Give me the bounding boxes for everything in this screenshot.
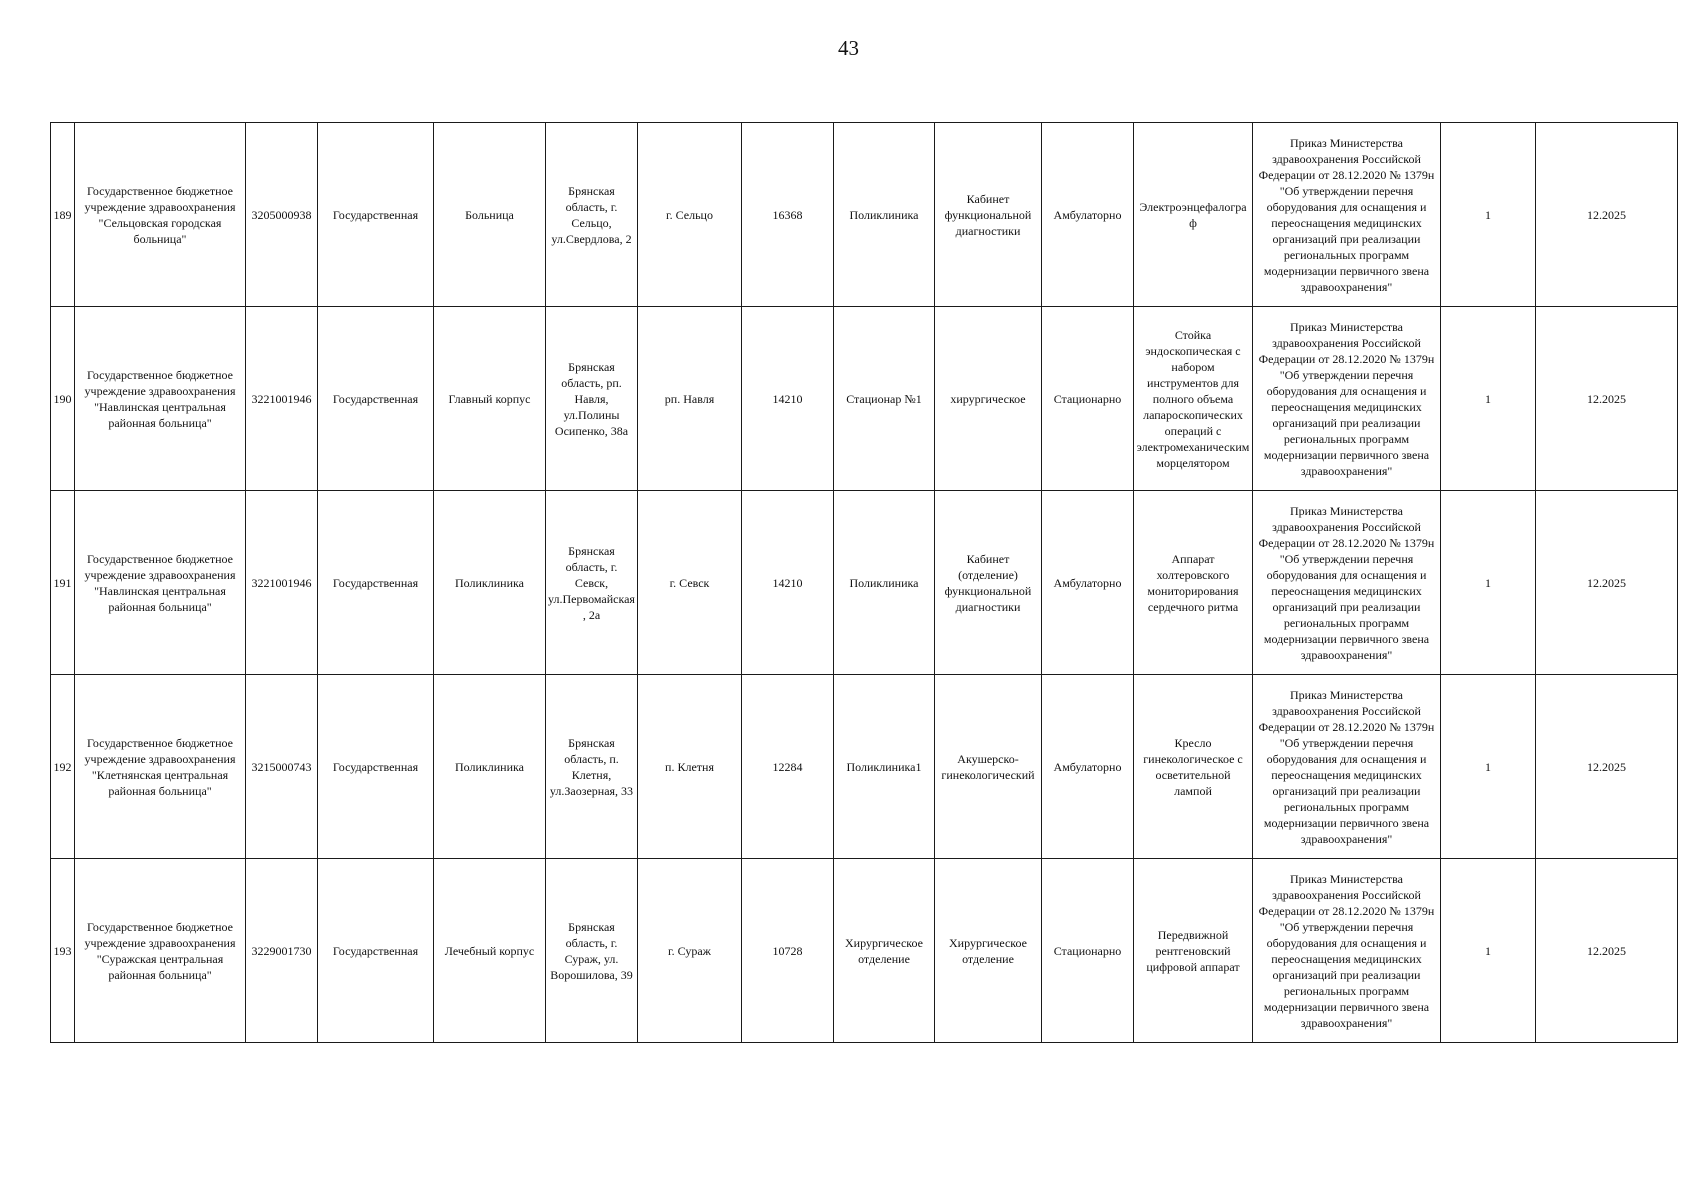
row-number: 191 [51,491,75,675]
address: Брянская область, г. Сельцо, ул.Свердлова, 2 [546,123,638,307]
care-type: Стационарно [1042,307,1134,491]
due-date: 12.2025 [1536,123,1678,307]
building-name: Больница [434,123,546,307]
ownership-form: Государственная [318,307,434,491]
building-name: Лечебный корпус [434,859,546,1043]
institution-name: Государственное бюджетное учреждение здравоохранения "Клетнянская центральная районная больница" [75,675,246,859]
settlement: г. Сураж [638,859,742,1043]
equipment: Стойка эндоскопическая с набором инструментов для полного объема лапароскопических операций с электромеханическим морцелятором [1134,307,1253,491]
unit: Поликлиника [834,491,935,675]
row-number: 193 [51,859,75,1043]
settlement: г. Севск [638,491,742,675]
department: Акушерско-гинекологический [935,675,1042,859]
quantity: 1 [1441,123,1536,307]
population: 12284 [742,675,834,859]
care-type: Амбулаторно [1042,675,1134,859]
inn-code: 3215000743 [246,675,318,859]
care-type: Амбулаторно [1042,123,1134,307]
row-number: 190 [51,307,75,491]
building-name: Поликлиника [434,491,546,675]
page-number: 43 [838,36,859,60]
unit: Поликлиника1 [834,675,935,859]
legal-basis: Приказ Министерства здравоохранения Российской Федерации от 28.12.2020 № 1379н "Об утверждении перечня оборудования для оснащения и переоснащения медицинских организаций при реализации региональных программ модернизации первичного звена здравоохранения" [1253,859,1441,1043]
legal-basis: Приказ Министерства здравоохранения Российской Федерации от 28.12.2020 № 1379н "Об утверждении перечня оборудования для оснащения и переоснащения медицинских организаций при реализации региональных программ модернизации первичного звена здравоохранения" [1253,675,1441,859]
due-date: 12.2025 [1536,491,1678,675]
settlement: г. Сельцо [638,123,742,307]
institution-name: Государственное бюджетное учреждение здравоохранения "Навлинская центральная районная больница" [75,491,246,675]
quantity: 1 [1441,675,1536,859]
department: Кабинет (отделение) функциональной диагностики [935,491,1042,675]
unit: Стационар №1 [834,307,935,491]
ownership-form: Государственная [318,491,434,675]
equipment: Кресло гинекологическое с осветительной лампой [1134,675,1253,859]
building-name: Главный корпус [434,307,546,491]
ownership-form: Государственная [318,123,434,307]
department: Кабинет функциональной диагностики [935,123,1042,307]
settlement: п. Клетня [638,675,742,859]
equipment: Аппарат холтеровского мониторирования сердечного ритма [1134,491,1253,675]
ownership-form: Государственная [318,675,434,859]
care-type: Стационарно [1042,859,1134,1043]
inn-code: 3221001946 [246,307,318,491]
table-row [51,859,1678,1043]
equipment: Электроэнцефалограф [1134,123,1253,307]
population: 10728 [742,859,834,1043]
institution-name: Государственное бюджетное учреждение здравоохранения "Суражская центральная районная больница" [75,859,246,1043]
inn-code: 3205000938 [246,123,318,307]
table-row [51,675,1678,859]
inn-code: 3229001730 [246,859,318,1043]
inn-code: 3221001946 [246,491,318,675]
institution-name: Государственное бюджетное учреждение здравоохранения "Навлинская центральная районная больница" [75,307,246,491]
address: Брянская область, г. Сураж, ул. Ворошилова, 39 [546,859,638,1043]
equipment: Передвижной рентгеновский цифровой аппарат [1134,859,1253,1043]
unit: Хирургическое отделение [834,859,935,1043]
population: 16368 [742,123,834,307]
due-date: 12.2025 [1536,859,1678,1043]
equipment-table [50,122,1678,1043]
due-date: 12.2025 [1536,675,1678,859]
legal-basis: Приказ Министерства здравоохранения Российской Федерации от 28.12.2020 № 1379н "Об утверждении перечня оборудования для оснащения и переоснащения медицинских организаций при реализации региональных программ модернизации первичного звена здравоохранения" [1253,491,1441,675]
unit: Поликлиника [834,123,935,307]
building-name: Поликлиника [434,675,546,859]
department: хирургическое [935,307,1042,491]
table-row [51,491,1678,675]
institution-name: Государственное бюджетное учреждение здравоохранения "Сельцовская городская больница" [75,123,246,307]
quantity: 1 [1441,491,1536,675]
address: Брянская область, п. Клетня, ул.Заозерная, 33 [546,675,638,859]
row-number: 192 [51,675,75,859]
population: 14210 [742,307,834,491]
quantity: 1 [1441,859,1536,1043]
row-number: 189 [51,123,75,307]
population: 14210 [742,491,834,675]
settlement: рп. Навля [638,307,742,491]
due-date: 12.2025 [1536,307,1678,491]
address: Брянская область, г. Севск, ул.Первомайская, 2а [546,491,638,675]
address: Брянская область, рп. Навля, ул.Полины Осипенко, 38а [546,307,638,491]
legal-basis: Приказ Министерства здравоохранения Российской Федерации от 28.12.2020 № 1379н "Об утверждении перечня оборудования для оснащения и переоснащения медицинских организаций при реализации региональных программ модернизации первичного звена здравоохранения" [1253,123,1441,307]
table-row [51,123,1678,307]
table-body [51,123,1678,1043]
department: Хирургическое отделение [935,859,1042,1043]
quantity: 1 [1441,307,1536,491]
table-row [51,307,1678,491]
ownership-form: Государственная [318,859,434,1043]
legal-basis: Приказ Министерства здравоохранения Российской Федерации от 28.12.2020 № 1379н "Об утверждении перечня оборудования для оснащения и переоснащения медицинских организаций при реализации региональных программ модернизации первичного звена здравоохранения" [1253,307,1441,491]
care-type: Амбулаторно [1042,491,1134,675]
